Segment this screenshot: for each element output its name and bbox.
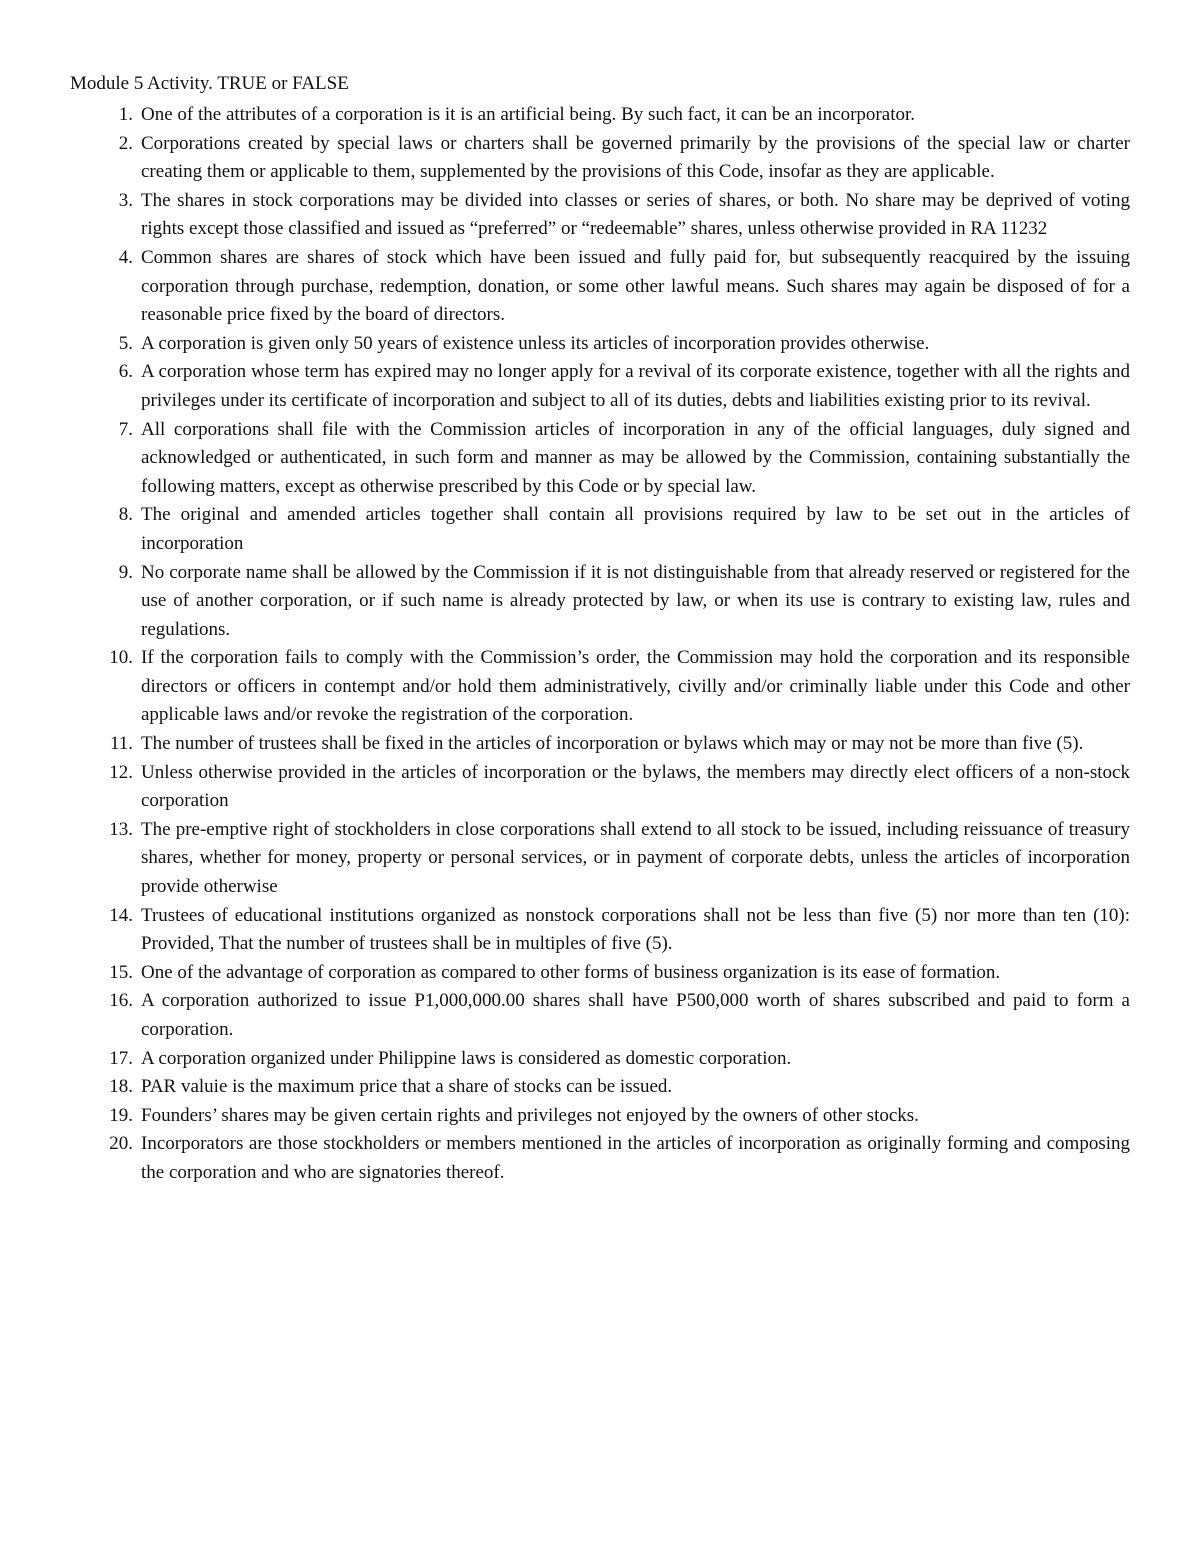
list-item: [70, 501, 1130, 558]
item-number: 16.: [109, 990, 133, 1012]
item-text: A corporation organized under Philippine laws is considered as domestic corporation.: [141, 1047, 792, 1069]
item-number: 20.: [109, 1133, 133, 1155]
item-number: 2.: [118, 132, 133, 154]
item-number: 17.: [109, 1047, 133, 1069]
list-item: [70, 330, 1130, 359]
item-number: 11.: [109, 733, 133, 755]
item-text: The shares in stock corporations may be divided into classes or series of shares, or both. No share may be deprived of voting rights except those classified and issued as “preferred” or “redeemable” shares, unless otherwise provided in RA 11232: [141, 189, 1130, 240]
item-number: 7.: [118, 418, 133, 440]
item-text: PAR valuie is the maximum price that a share of stocks can be issued.: [141, 1076, 673, 1098]
list-item: [70, 759, 1130, 816]
list-item: [70, 816, 1130, 902]
item-text: Unless otherwise provided in the articles of incorporation or the bylaws, the members may directly elect officers of a non-stock corporation: [141, 761, 1130, 812]
item-text: Founders’ shares may be given certain rights and privileges not enjoyed by the owners of other stocks.: [141, 1104, 919, 1126]
item-number: 4.: [118, 246, 133, 268]
item-text: Trustees of educational institutions organized as nonstock corporations shall not be less than five (5) nor more than ten (10): Provided, That the number of trustees shall be in multiples of five (5).: [141, 904, 1130, 955]
item-text: A corporation is given only 50 years of existence unless its articles of incorporation provides otherwise.: [141, 332, 930, 354]
item-text: The number of trustees shall be fixed in the articles of incorporation or bylaws which may or may not be more than five (5).: [141, 733, 1084, 755]
list-item: [70, 1045, 1130, 1074]
list-item: [70, 130, 1130, 187]
item-text: One of the advantage of corporation as compared to other forms of business organization is its ease of formation.: [141, 961, 1001, 983]
item-number: 12.: [109, 761, 133, 783]
item-text: Common shares are shares of stock which have been issued and fully paid for, but subsequently reacquired by the issuing corporation through purchase, redemption, donation, or some other lawful means. Such shares may again be disposed of for a reasonable price fixed by the board of directors.: [141, 246, 1130, 326]
item-text: The pre-emptive right of stockholders in close corporations shall extend to all stock to be issued, including reissuance of treasury shares, whether for money, property or personal services, or in payment of corporate debts, unless the articles of incorporation provide otherwise: [141, 818, 1130, 898]
item-number: 14.: [109, 904, 133, 926]
list-item: [70, 959, 1130, 988]
list-item: [70, 1130, 1130, 1187]
question-list: [70, 101, 1130, 1188]
item-number: 1.: [118, 104, 133, 125]
list-item: [70, 416, 1130, 502]
list-item: [70, 730, 1130, 759]
page-title: Module 5 Activity. TRUE or FALSE: [70, 73, 349, 94]
item-text: No corporate name shall be allowed by the Commission if it is not distinguishable from that already reserved or registered for the use of another corporation, or if such name is already protected by law, or when its use is contrary to existing law, rules and regulations.: [141, 561, 1130, 640]
item-number: 18.: [109, 1076, 133, 1098]
list-item: [70, 187, 1130, 244]
list-item: [70, 902, 1130, 959]
item-number: 10.: [109, 647, 133, 669]
item-number: 8.: [118, 504, 133, 526]
list-item: [70, 1102, 1130, 1131]
item-text: The original and amended articles together shall contain all provisions required by law to be set out in the articles of incorporation: [141, 504, 1130, 554]
item-number: 9.: [118, 561, 133, 583]
list-item: [70, 101, 1130, 130]
list-item: [70, 644, 1130, 730]
item-number: 15.: [109, 961, 133, 983]
item-text: A corporation whose term has expired may no longer apply for a revival of its corporate existence, together with all the rights and privileges under its certificate of incorporation and subject to all of its duties, debts and liabilities existing prior to its revival.: [141, 361, 1130, 411]
item-text: One of the attributes of a corporation is it is an artificial being. By such fact, it can be an incorporator.: [141, 104, 915, 125]
list-item: [70, 987, 1130, 1044]
list-item: [70, 244, 1130, 330]
item-number: 6.: [118, 361, 133, 383]
item-text: Incorporators are those stockholders or members mentioned in the articles of incorporation as originally forming and composing the corporation and who are signatories thereof.: [141, 1133, 1130, 1183]
item-text: Corporations created by special laws or charters shall be governed primarily by the provisions of the special law or charter creating them or applicable to them, supplemented by the provisions of this Code, insofar as they are applicable.: [141, 132, 1130, 183]
item-number: 19.: [109, 1104, 133, 1126]
item-number: 3.: [118, 189, 133, 211]
list-item: [70, 1073, 1130, 1102]
list-item: [70, 358, 1130, 415]
item-text: All corporations shall file with the Commission articles of incorporation in any of the official languages, duly signed and acknowledged or authenticated, in such form and manner as may be allowed by the Commission, containing substantially the following matters, except as otherwise prescribed by this Code or by special law.: [141, 418, 1130, 497]
item-text: A corporation authorized to issue P1,000,000.00 shares shall have P500,000 worth of shares subscribed and paid to form a corporation.: [141, 990, 1130, 1040]
item-number: 13.: [109, 818, 133, 840]
list-item: [70, 559, 1130, 645]
item-text: If the corporation fails to comply with the Commission’s order, the Commission may hold the corporation and its responsible directors or officers in contempt and/or hold them administratively, civilly and/or criminally liable under this Code and other applicable laws and/or revoke the registration of the corporation.: [141, 647, 1130, 726]
item-number: 5.: [118, 332, 133, 354]
